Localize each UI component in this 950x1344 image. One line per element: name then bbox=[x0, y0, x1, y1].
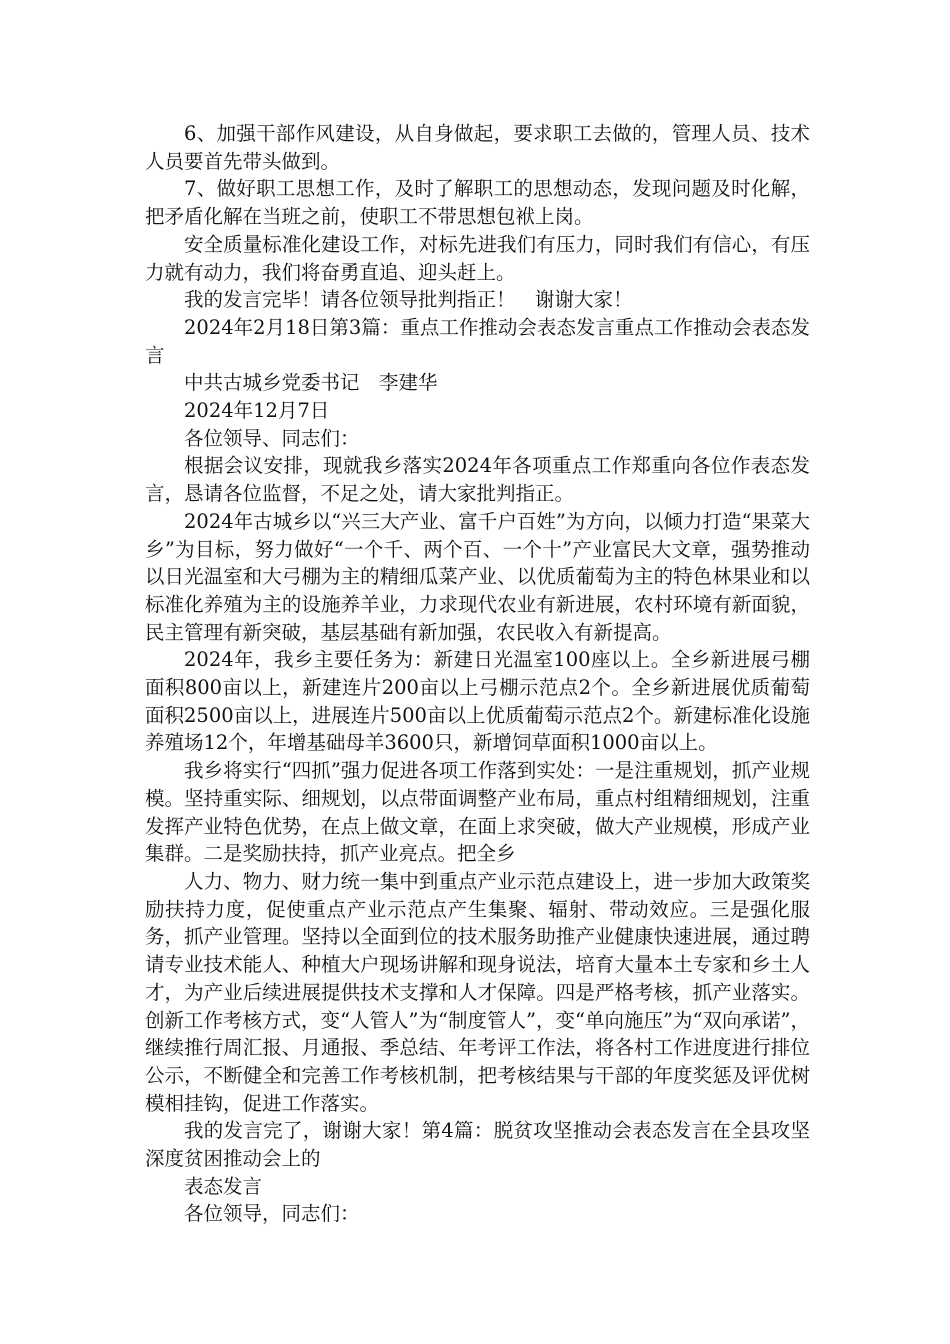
paragraph-salutation-2: 各位领导，同志们： bbox=[184, 1202, 360, 1226]
paragraph-end-and-article-4-title: 我的发言完了，谢谢大家！第4篇：脱贫攻坚推动会表态发言在全县攻坚深度贫困推动会上的 bbox=[145, 1119, 810, 1171]
paragraph-closing-remarks: 我的发言完毕！请各位领导批判指正！ 谢谢大家！ bbox=[184, 288, 633, 312]
paragraph-salutation: 各位领导、同志们： bbox=[184, 426, 360, 450]
paragraph-statement-heading: 表态发言 bbox=[184, 1174, 263, 1198]
paragraph-item-6: 6、加强干部作风建设，从自身做起，要求职工去做的，管理人员、技术人员要首先带头做到。 bbox=[145, 122, 810, 173]
paragraph-safety-standard: 安全质量标准化建设工作，对标先进我们有压力，同时我们有信心，有压力就有动力，我们将奋勇直追、迎头赶上。 bbox=[145, 232, 810, 284]
paragraph-resources: 人力、物力、财力统一集中到重点产业示范点建设上，进一步加大政策奖励扶持力度，促使重点产业示范点产生集聚、辐射、带动效应。三是强化服务，抓产业管理。坚持以全面到位的技术服务助推产业健康快速进展，通过聘请专业技术能人、种植大户现场讲解和现身说法，培育大量本土专家和乡土人才，为产业后续进展提供技术支撑和人才保障。四是严格考核，抓产业落实。创新工作考核方式，变“人管人”为“制度管人”，变“单向施压”为“双向承诺”，继续推行周汇报、月通报、季总结、年考评工作法，将各村工作进度进行排位公示，不断健全和完善工作考核机制，把考核结果与干部的年度奖惩及评优树模相挂钩，促进工作落实。 bbox=[145, 869, 810, 1115]
paragraph-item-7: 7、做好职工思想工作，及时了解职工的思想动态，发现问题及时化解，把矛盾化解在当班之前，使职工不带思想包袱上岗。 bbox=[145, 177, 810, 229]
paragraph-four-measures: 我乡将实行“四抓”强力促进各项工作落到实处：一是注重规划，抓产业规模。坚持重实际、细规划，以点带面调整产业布局，重点村组精细规划，注重发挥产业特色优势，在点上做文章，在面上求突破，做大产业规模，形成产业集群。二是奖励扶持，抓产业亮点。把全乡 bbox=[145, 759, 810, 866]
paragraph-goals: 2024年古城乡以“兴三大产业、富千户百姓”为方向，以倾力打造“果菜大乡”为目标，努力做好“一个千、两个百、一个十”产业富民大文章，强势推动以日光温室和大弓棚为主的精细瓜菜产业、以优质葡萄为主的特色林果业和以标准化养殖为主的设施养羊业，力求现代农业有新进展，农村环境有新面貌，民主管理有新突破，基层基础有新加强，农民收入有新提高。 bbox=[145, 509, 810, 644]
document-page bbox=[145, 120, 810, 1228]
paragraph-date: 2024年12月7日 bbox=[184, 399, 330, 423]
paragraph-intro: 根据会议安排，现就我乡落实2024年各项重点工作郑重向各位作表态发言，恳请各位监督，不足之处，请大家批判指正。 bbox=[145, 454, 810, 506]
paragraph-main-tasks: 2024年，我乡主要任务为：新建日光温室100座以上。全乡新进展弓棚面积800亩以上，新建连片200亩以上弓棚示范点2个。全乡新进展优质葡萄面积2500亩以上，进展连片500亩以上优质葡萄示范点2个。新建标准化设施养殖场12个，年增基础母羊3600只，新增饲草面积1000亩以上。 bbox=[145, 648, 810, 755]
paragraph-speaker: 中共古城乡党委书记 李建华 bbox=[184, 371, 438, 395]
paragraph-date-and-article-3-title: 2024年2月18日第3篇：重点工作推动会表态发言重点工作推动会表态发言 bbox=[145, 315, 810, 367]
